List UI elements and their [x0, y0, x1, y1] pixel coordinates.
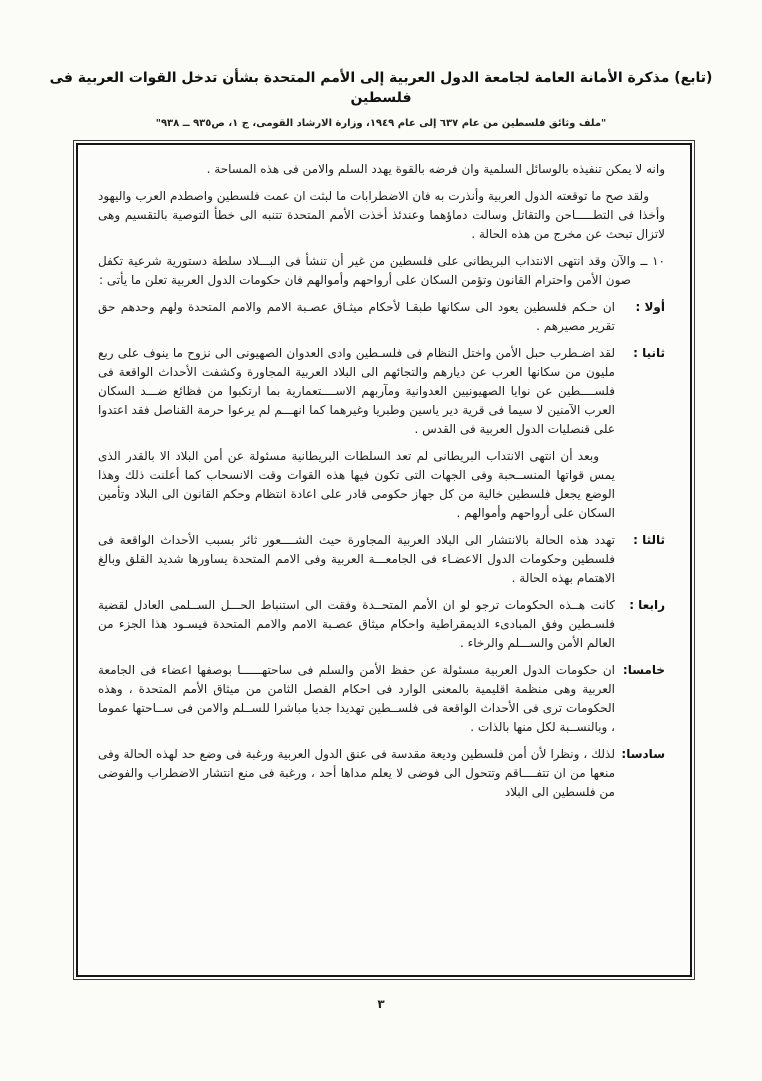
clause-third-text	[98, 531, 615, 588]
clause-fourth-paragraph: كانت هــذه الحكومات ترجو لو ان الأمم المتحــدة وفقت الى استنباط الحـــل الســلمى العادل لقضية فلسـطين وفق المبادىء الديمقراطية واحكام ميثاق عصـبة الامم والامم المتحدة فيسـود هذا الجزء من العالم الأمن والســـلم والرخاء .	[98, 598, 615, 650]
clause-fifth-paragraph: ان حكومات الدول العربية مسئولة عن حفظ الأمن والسلم فى ساحتهــــــا بوصفها اعضاء فى الجامعة العربية وهى منظمة اقليمية بالمعنى الوارد فى احكام الفصل الثامن من ميثاق الأمم المتحدة ، وهذه الحكومات ترى فى الأحداث الواقعة فى فلســطين تهديدا جديا مباشرا للســلم والامن فى ســاحتها عموما ، وبالنســبة لكل منها بالذات .	[98, 663, 615, 734]
clause-second-paragraph-2: وبعد أن انتهى الانتداب البريطانى لم تعد السلطات البريطانية مسئولة عن أمن البلاد الا بالقدر الذى يمس قواتها المنســحبة وفى الجهات التى تكون فيها هذه القوات وقت الانسحاب كما أعلنت ذلك وهذا الوضع يجعل فلسطين خالية من كل جهاز حكومى قادر على اعادة انتظام وحكم القانون الى البلاد وتأمين السكان على أرواحهم وأموالهم .	[98, 449, 615, 520]
clause-first-label: أولا :	[635, 300, 665, 314]
document-border-frame	[73, 140, 695, 980]
clause-fourth	[98, 596, 665, 653]
intro-paragraph-2: ولقد صح ما توقعته الدول العربية وأنذرت به فان الاضطرابات ما لبثت ان عمت فلسطين واصطدم العرب واليهود وأخذا فى التطـــــاحن والتقاتل وسالت دماؤهما وعندئذ أخذت الأمم المتحدة تتنبه الى خطأ التوصية بالتقسيم وهى لاتزال تبحث عن مخرج من هذه الحالة .	[98, 189, 665, 241]
clause-fourth-label: رابعا :	[629, 598, 665, 612]
clause-second-text	[98, 344, 615, 523]
clause-fifth-text	[98, 661, 615, 737]
document-header	[30, 68, 732, 129]
intro-paragraph-1: وانه لا يمكن تنفيذه بالوسائل السلمية وان فرضه بالقوة يهدد السلم والامن فى هذه المساحة .	[206, 162, 665, 176]
clause-sixth-text	[98, 745, 615, 802]
clause-third-label: ثالثا :	[633, 533, 665, 547]
clause-sixth-label: سادسا:	[621, 747, 665, 761]
clause-sixth	[98, 745, 665, 802]
clause-second-label: ثانيا :	[633, 346, 665, 360]
page-number: ٣	[377, 997, 385, 1011]
document-border-frame-inner	[76, 143, 692, 977]
clause-third	[98, 531, 665, 588]
clause-fifth	[98, 661, 665, 737]
clause-first-text	[98, 298, 615, 336]
clause-fourth-text	[98, 596, 615, 653]
clause-fifth-label: خامسا:	[622, 663, 665, 677]
clause-first-paragraph: ان حـكم فلسطين يعود الى سكانها طبقـا لأحكام ميثـاق عصـبة الامم والامم المتحدة ولهم وحدهم حق تقرير مصيرهم .	[98, 300, 615, 333]
document-source-citation: "ملف وثائق فلسطين من عام ٦٣٧ إلى عام ١٩٤٩، وزارة الارشاد القومى، ج ١، ص٩٣٥ ــ ٩٣٨"	[155, 117, 607, 129]
clause-second	[98, 344, 665, 523]
clause-first	[98, 298, 665, 336]
document-title: (تابع) مذكرة الأمانة العامة لجامعة الدول العربية إلى الأمم المتحدة بشأن تدخل القوات العربية فى فلسطين	[49, 70, 713, 107]
document-body-text	[98, 160, 665, 802]
clause-second-paragraph-1: لقد اضـطرب حبل الأمن واختل النظام فى فلسـطين وادى العدوان الصهيونى الى نزوح ما ينوف على ربع مليون من سكانها العرب عن ديارهم والتجائهم الى البلاد العربية المجاورة وكشفت الأحداث الواقعة فى فلســــطين عن نوايا الصهيونيين العدوانية ومآربهم الاســــتعمارية بما ارتكبوا من فظائع ضـــد السكان العرب الآمنين لا سيما فى قرية دير ياسين وطبريا وغيرهما كما انهـــم لم يرعوا حرمة القناصل فقد اعتدوا على قنصليات الدول العربية فى القدس .	[98, 346, 615, 436]
clause-sixth-paragraph: لذلك ، ونظرا لأن أمن فلسطين وديعة مقدسة فى عنق الدول العربية ورغبة فى وضع حد لهذه الحالة وفى منعها من ان تتفــــاقم وتتحول الى فوضى لا يعلم مداها أحد ، ورغبة فى منع انتشار الاضطراب والفوضى من فلسطين الى البلاد	[98, 747, 615, 799]
clause-10-paragraph: ١٠ ــ والآن وقد انتهى الانتداب البريطانى على فلسطين من غير أن تنشأ فى البـــلاد سلطة دستورية شرعية تكفل صون الأمن واحترام القانون وتؤمن السكان على أرواحهم وأموالهم فان حكومات الدول العربية تعلن ما يأتى :	[98, 254, 665, 287]
clause-third-paragraph: تهدد هذه الحالة بالانتشار الى البلاد العربية المجاورة حيث الشــــعور ثائر بسبب الأحداث الواقعة فى فلسطين وحكومات الدول الاعضـاء فى الجامعـــة العربية وفى الامم المتحدة يساورها شديد القلق وبالغ الاهتمام بهذه الحالة .	[98, 533, 615, 585]
